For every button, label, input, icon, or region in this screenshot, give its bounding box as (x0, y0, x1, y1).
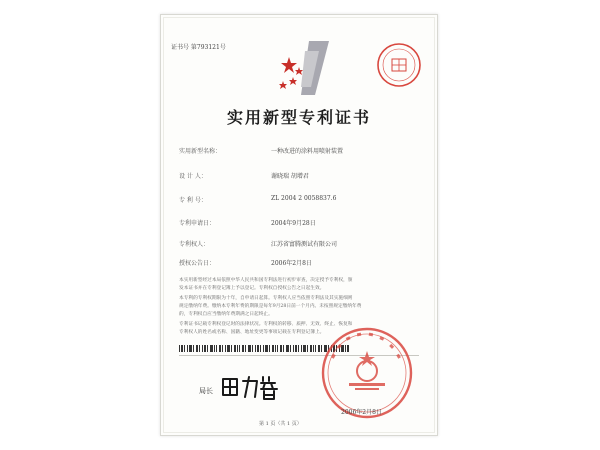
certificate-title: 实用新型专利证书 (226, 108, 371, 127)
director-signature-icon (219, 371, 283, 401)
field-label-grant-date: 授权公告日： (179, 260, 216, 267)
field-label-patentee: 专利权人： (179, 241, 210, 248)
body-line: 本专利的专利权期限为十年，自申请日起算。专利权人应当依照专利法及其实施细则 (179, 296, 353, 301)
field-value-patent-number: ZL 2004 2 0058837.6 (271, 195, 337, 202)
body-line: 专利权人的姓名或名称、国籍、地址变更等事项记载在专利登记簿上。 (179, 330, 325, 335)
field-label-utility-name: 实用新型名称： (179, 148, 222, 155)
patent-certificate (160, 14, 438, 436)
field-value-grant-date: 2006年2月8日 (271, 260, 312, 267)
emblem-stars (279, 57, 303, 89)
certificate-number: 证书号 第793121号 (171, 44, 226, 51)
body-line: 的，专利权自应当缴纳年费期满之日起终止。 (179, 312, 273, 317)
body-line: 本实用新型经过本局依照中华人民共和国专利法进行初步审查，决定授予专利权，颁 (179, 278, 353, 283)
page-mark: 第 1 页（共 1 页） (259, 421, 302, 427)
body-line: 专利证书记载专利权登记时的法律状况。专利权的转移、质押、无效、终止、恢复和 (179, 322, 353, 327)
field-label-patent-number: 专 利 号： (179, 197, 207, 204)
field-value-utility-name: 一种改进的涂料用喷射装置 (271, 148, 344, 155)
field-value-patentee: 江苏省富腾测试有限公司 (271, 241, 338, 248)
field-label-designer: 设 计 人： (179, 173, 207, 180)
field-value-designer: 谢晓瑞 胡增君 (271, 173, 309, 180)
director-label: 局长 (199, 387, 213, 395)
field-value-filing-date: 2004年9月28日 (271, 220, 316, 227)
body-line: 发本证书并在专利登记簿上予以登记。专利权自授权公告之日起生效。 (179, 286, 325, 291)
body-line: 规定缴纳年费。缴纳本专利年费的期限是每年9月28日前一个月内。未按照规定缴纳年费 (179, 304, 362, 309)
field-label-filing-date: 专利申请日： (179, 220, 216, 227)
top-right-seal-icon (375, 41, 423, 89)
patent-office-emblem-icon (275, 37, 333, 99)
grant-date-bottom: 2006年2月8日 (341, 409, 382, 416)
